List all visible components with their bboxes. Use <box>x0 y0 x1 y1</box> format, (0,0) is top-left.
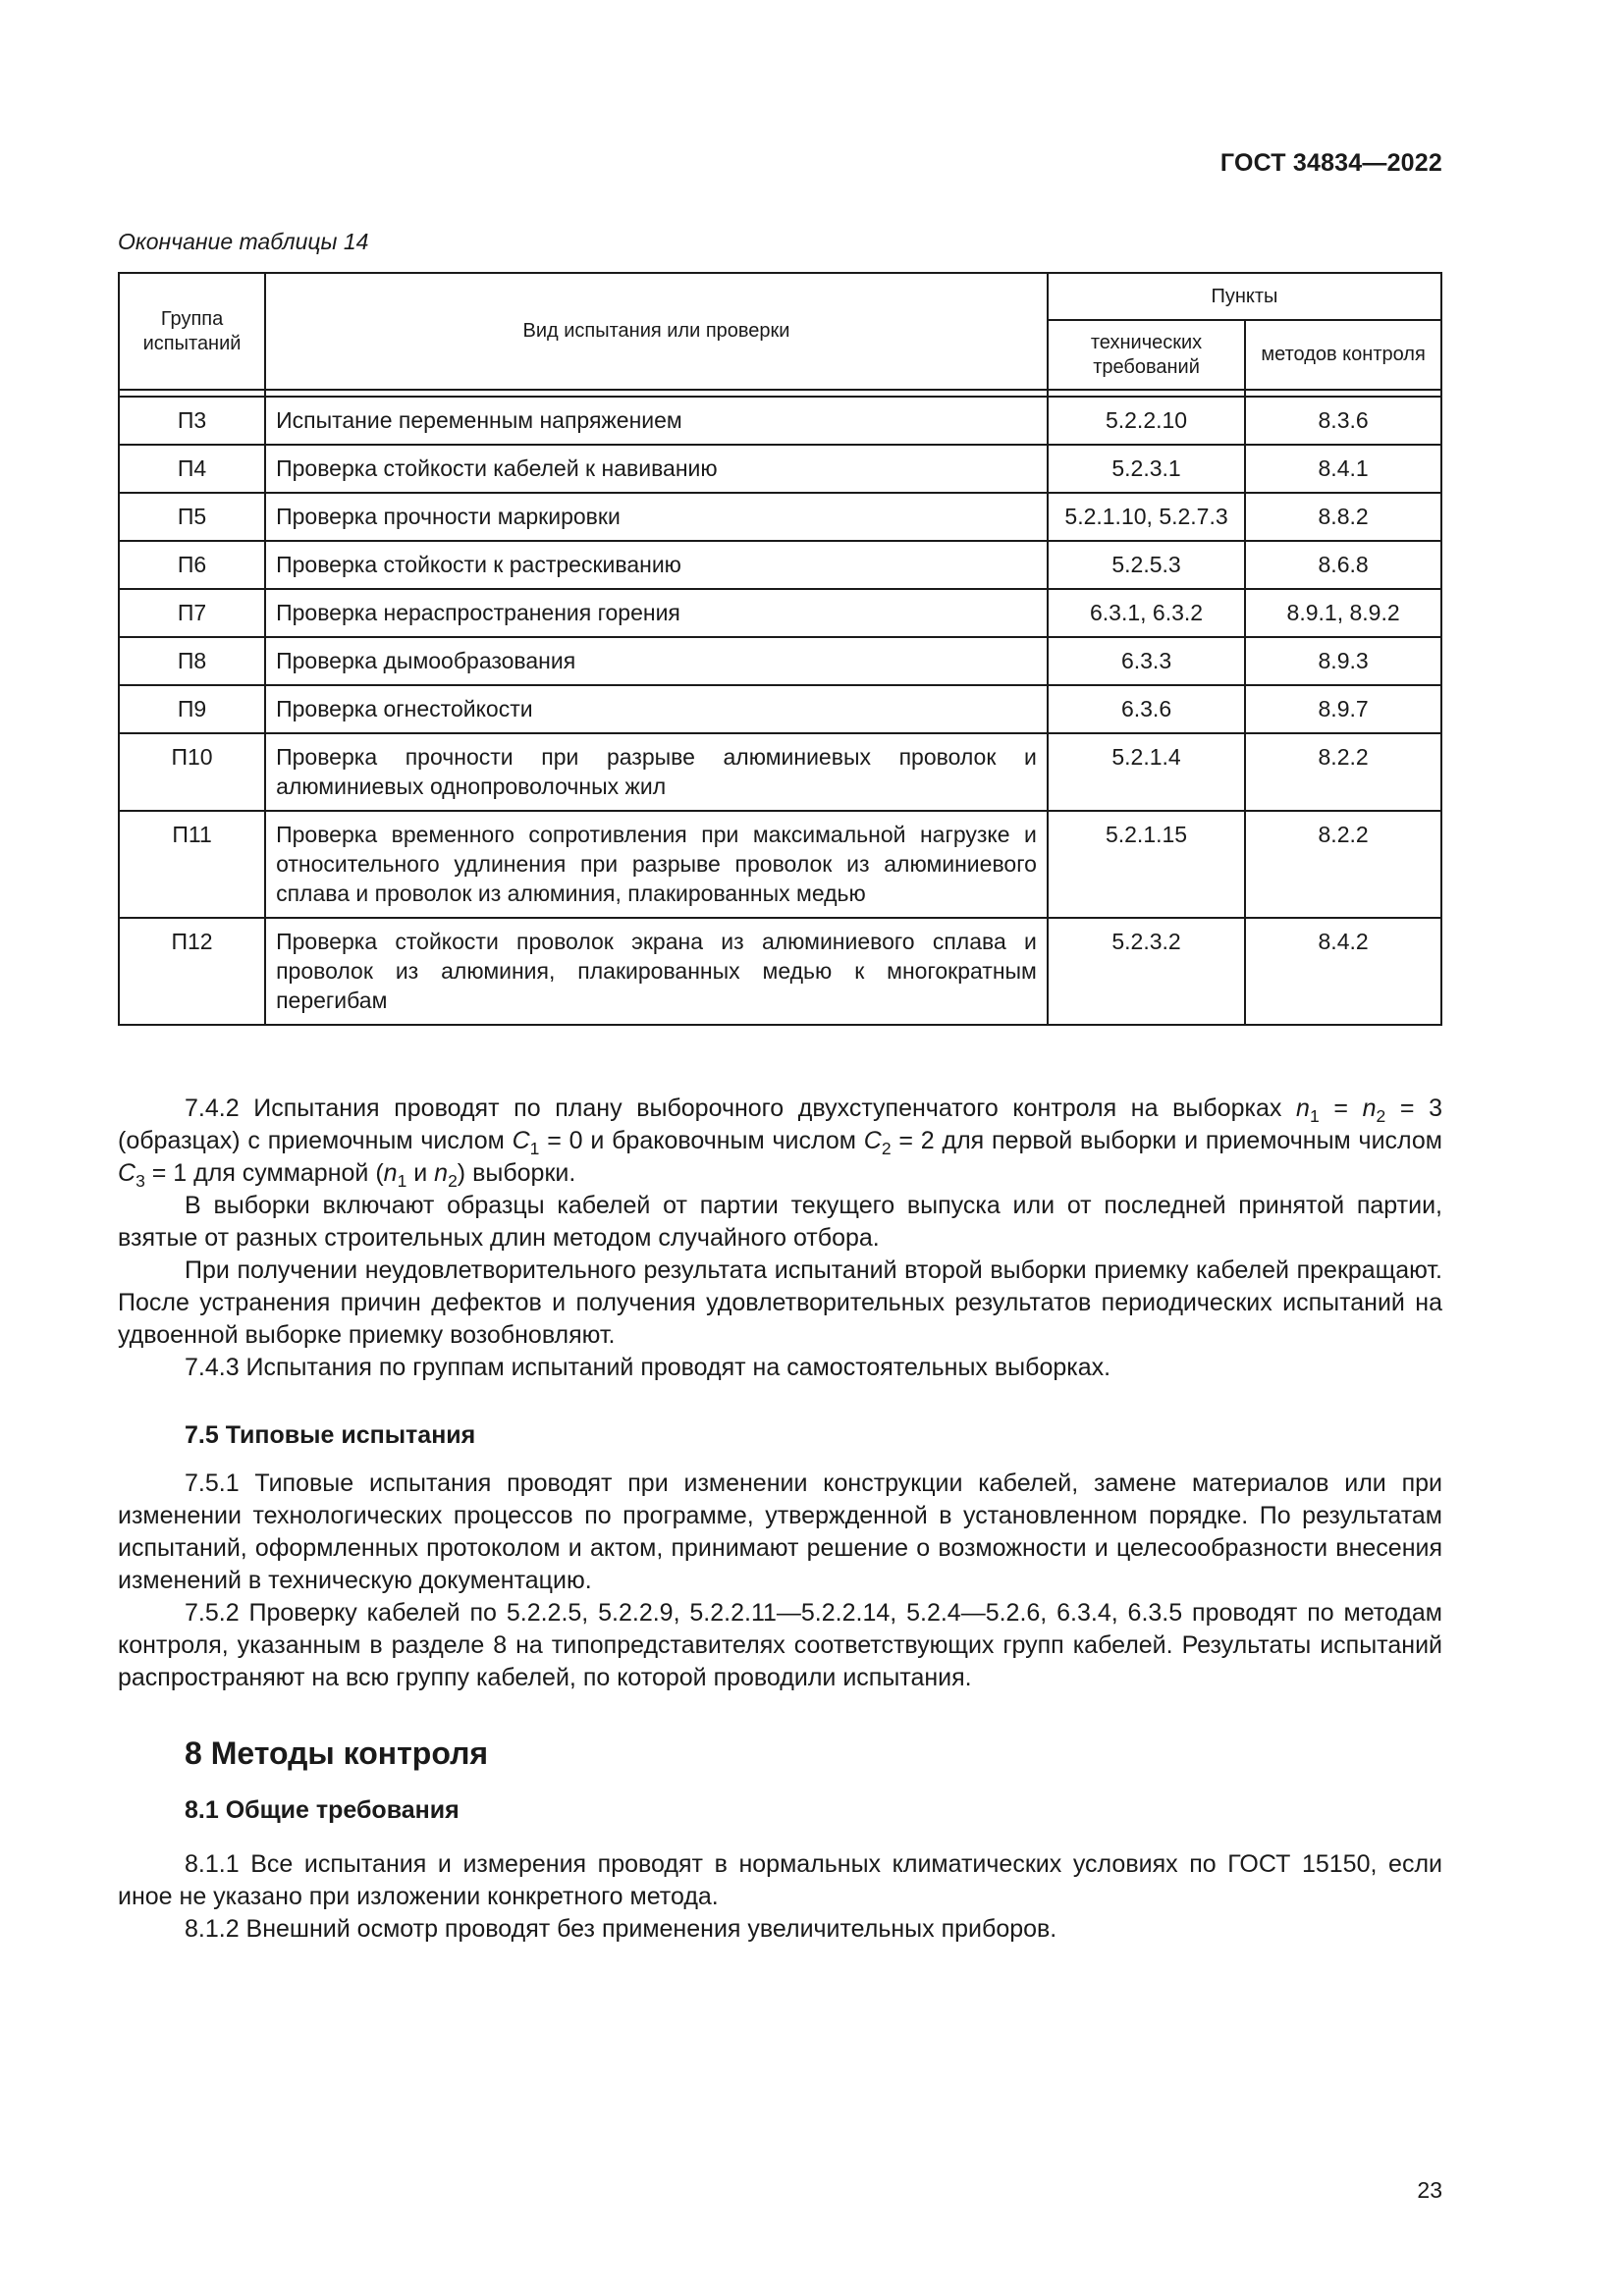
cell-tech-requirements: 5.2.1.4 <box>1048 733 1245 811</box>
header-points: Пункты <box>1048 273 1441 320</box>
cell-group: П7 <box>119 589 265 637</box>
header-tech-requirements: технических требований <box>1048 320 1245 390</box>
cell-tech-requirements: 6.3.1, 6.3.2 <box>1048 589 1245 637</box>
cell-control-methods: 8.2.2 <box>1245 811 1441 918</box>
section-7-4-2 <box>118 1093 1442 1384</box>
cell-control-methods: 8.4.1 <box>1245 445 1441 493</box>
cell-test-type: Проверка дымообразования <box>265 637 1048 685</box>
cell-test-type: Испытание переменным напряжением <box>265 397 1048 445</box>
table-caption: Окончание таблицы 14 <box>118 229 369 254</box>
paragraph-8-1-1: 8.1.1 Все испытания и измерения проводят в нормальных климатических условиях по ГОСТ 15150, если иное не указано при изложении конкретного метода. <box>118 1850 1442 1910</box>
cell-control-methods: 8.3.6 <box>1245 397 1441 445</box>
header-control-methods: методов контроля <box>1245 320 1441 390</box>
table-row <box>119 541 1441 589</box>
table-row <box>119 918 1441 1025</box>
table-row <box>119 445 1441 493</box>
paragraph-7-5-1: 7.5.1 Типовые испытания проводят при изменении конструкции кабелей, замене материалов или при изменении технологических процессов по программе, утвержденной в установленном порядке. По результатам испытаний, оформленных протоколом и актом, принимают решение о возможности и целесообразности внесения изменений в техническую документацию. <box>118 1469 1442 1594</box>
paragraph-7-5-2: 7.5.2 Проверку кабелей по 5.2.2.5, 5.2.2.9, 5.2.2.11—5.2.2.14, 5.2.4—5.2.6, 6.3.4, 6.3.5 проводят по методам контроля, указанным в разделе 8 на типопредставителях соответствующих групп кабелей. Результаты испытаний распространяют на всю группу кабелей, по которой проводили испытания. <box>118 1599 1442 1691</box>
cell-group: П10 <box>119 733 265 811</box>
cell-test-type: Проверка огнестойкости <box>265 685 1048 733</box>
section-8-1 <box>118 1848 1442 1946</box>
header-group: Группа испытаний <box>119 273 265 390</box>
cell-tech-requirements: 6.3.3 <box>1048 637 1245 685</box>
cell-control-methods: 8.9.3 <box>1245 637 1441 685</box>
cell-tech-requirements: 5.2.2.10 <box>1048 397 1245 445</box>
table-row <box>119 685 1441 733</box>
document-code: ГОСТ 34834—2022 <box>1219 149 1442 177</box>
cell-group: П4 <box>119 445 265 493</box>
cell-group: П5 <box>119 493 265 541</box>
table-row <box>119 589 1441 637</box>
cell-test-type: Проверка прочности маркировки <box>265 493 1048 541</box>
cell-control-methods: 8.9.1, 8.9.2 <box>1245 589 1441 637</box>
cell-test-type: Проверка нераспространения горения <box>265 589 1048 637</box>
paragraph-7-4-3: 7.4.3 Испытания по группам испытаний проводят на самостоятельных выборках. <box>185 1354 1111 1381</box>
paragraph-samples: В выборки включают образцы кабелей от партии текущего выпуска или от последней принятой партии, взятые от разных строительных длин методом случайного отбора. <box>118 1192 1442 1252</box>
cell-control-methods: 8.9.7 <box>1245 685 1441 733</box>
heading-8-1: 8.1 Общие требования <box>185 1796 460 1824</box>
cell-tech-requirements: 6.3.6 <box>1048 685 1245 733</box>
cell-tech-requirements: 5.2.1.15 <box>1048 811 1245 918</box>
section-7-5 <box>118 1468 1442 1694</box>
cell-group: П9 <box>119 685 265 733</box>
table-row <box>119 637 1441 685</box>
cell-group: П6 <box>119 541 265 589</box>
cell-tech-requirements: 5.2.3.1 <box>1048 445 1245 493</box>
paragraph-8-1-2: 8.1.2 Внешний осмотр проводят без применения увеличительных приборов. <box>185 1915 1057 1943</box>
table-row <box>119 493 1441 541</box>
table-row <box>119 811 1441 918</box>
table-body <box>119 397 1441 1025</box>
cell-group: П3 <box>119 397 265 445</box>
cell-control-methods: 8.4.2 <box>1245 918 1441 1025</box>
cell-tech-requirements: 5.2.3.2 <box>1048 918 1245 1025</box>
cell-test-type: Проверка прочности при разрыве алюминиевых проволок и алюминиевых однопроволочных жил <box>265 733 1048 811</box>
cell-control-methods: 8.6.8 <box>1245 541 1441 589</box>
table-row <box>119 733 1441 811</box>
cell-test-type: Проверка стойкости к растрескиванию <box>265 541 1048 589</box>
cell-tech-requirements: 5.2.5.3 <box>1048 541 1245 589</box>
table-14 <box>118 272 1442 1026</box>
cell-group: П12 <box>119 918 265 1025</box>
heading-7-5: 7.5 Типовые испытания <box>185 1421 476 1449</box>
cell-control-methods: 8.8.2 <box>1245 493 1441 541</box>
paragraph-7-4-2: 7.4.2 Испытания проводят по плану выборочного двухступенчатого контроля на выборках $n_1 = n_2 = 3$ (образцах) с приемочным числом $C_1 = 0$ и браковочным числом $C_2 = 2$ для первой выборки и приемочным числом $C_3 = 1$ для суммарной ($n_1$ и $n_2$) выборки. <box>118 1095 1443 1191</box>
cell-test-type: Проверка стойкости кабелей к навиванию <box>265 445 1048 493</box>
heading-8: 8 Методы контроля <box>185 1735 489 1771</box>
table-row <box>119 397 1441 445</box>
page-number: 23 <box>1417 2177 1442 2203</box>
header-test-type: Вид испытания или проверки <box>265 273 1048 390</box>
cell-group: П8 <box>119 637 265 685</box>
cell-test-type: Проверка стойкости проволок экрана из алюминиевого сплава и проволок из алюминия, плакированных медью к многократным перегибам <box>265 918 1048 1025</box>
paragraph-unsatisfactory: При получении неудовлетворительного результата испытаний второй выборки приемку кабелей прекращают. После устранения причин дефектов и получения удовлетворительных результатов периодических испытаний на удвоенной выборке приемку возобновляют. <box>118 1256 1442 1349</box>
cell-control-methods: 8.2.2 <box>1245 733 1441 811</box>
cell-tech-requirements: 5.2.1.10, 5.2.7.3 <box>1048 493 1245 541</box>
cell-group: П11 <box>119 811 265 918</box>
cell-test-type: Проверка временного сопротивления при максимальной нагрузке и относительного удлинения при разрыве проволок из алюминиевого сплава и проволок из алюминия, плакированных медью <box>265 811 1048 918</box>
